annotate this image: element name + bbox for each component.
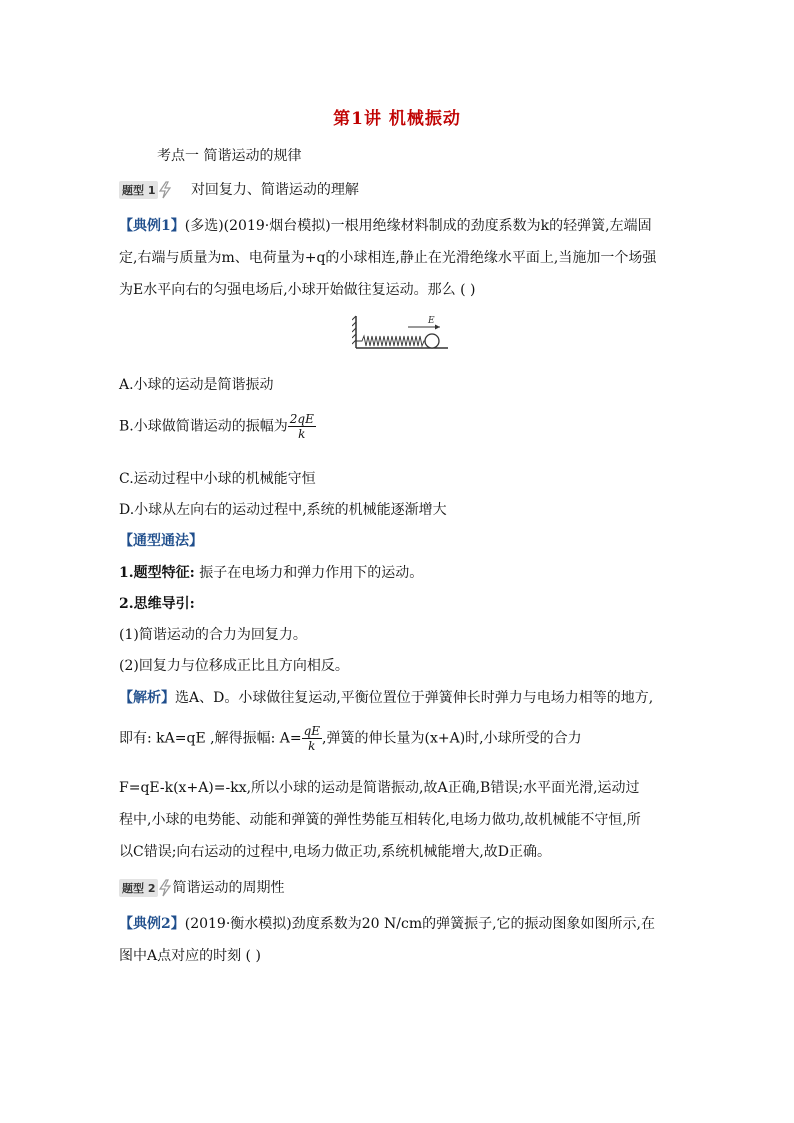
example1-line1: 【典例1】(多选)(2019·烟台模拟)一根用绝缘材料制成的劲度系数为k的轻弹簧,左端固 [119, 218, 652, 234]
option-a: A.小球的运动是简谐振动 [119, 377, 274, 393]
lightning-icon [158, 879, 172, 897]
method-guide-1: (1)简谐运动的合力为回复力。 [119, 627, 307, 643]
field-label: E [428, 316, 435, 326]
type2-badge: 题型 2 [119, 879, 158, 897]
method-guide-2: (2)回复力与位移成正比且方向相反。 [119, 658, 349, 674]
analysis-label: 【解析】 [119, 690, 175, 706]
type2-title: 简谐运动的周期性 [172, 880, 285, 896]
analysis-line4: 程中,小球的电势能、动能和弹簧的弹性势能互相转化,电场力做功,故机械能不守恒,所 [119, 812, 641, 828]
example2-text [119, 908, 679, 972]
method-heading: 【通型通法】 [119, 533, 203, 549]
example1-line3: 为E水平向右的匀强电场后,小球开始做往复运动。那么 ( ) [119, 282, 476, 298]
type2-heading [119, 877, 284, 897]
example1-line2: 定,右端与质量为m、电荷量为+q的小球相连,静止在光滑绝缘水平面上,当施加一个场强 [119, 250, 657, 266]
method-guide-heading: 2.思维导引: [119, 596, 195, 612]
type1-badge: 题型 1 [119, 181, 158, 199]
method-feature: 1.题型特征: 振子在电场力和弹力作用下的运动。 [119, 565, 424, 581]
option-c: C.运动过程中小球的机械能守恒 [119, 471, 316, 487]
example2-line1: 【典例2】(2019·衡水模拟)劲度系数为20 N/cm的弹簧振子,它的振动图象如图所示,在 [119, 916, 655, 932]
example2-line2: 图中A点对应的时刻 ( ) [119, 948, 261, 964]
section-heading: 考点一 简谐运动的规律 [157, 148, 302, 164]
page-title: 第1讲 机械振动 [333, 109, 461, 129]
amplitude-fraction: $\frac{qE}{k}$ [303, 724, 321, 753]
analysis-line5: 以C错误;向右运动的过程中,电场力做正功,系统机械能增大,故D正确。 [119, 844, 552, 860]
option-d: D.小球从左向右的运动过程中,系统的机械能逐渐增大 [119, 502, 447, 518]
option-b-fraction: $\frac{2qE}{k}$ [289, 412, 314, 441]
analysis-line2: 即有: kA=qE ,解得振幅: A= $\frac{qE}{k}$ ,弹簧的伸长量为(x+A)时,小球所受的合力 [119, 724, 582, 753]
example2-label: 【典例2】 [119, 916, 185, 932]
analysis-line1: 【解析】选A、D。小球做往复运动,平衡位置位于弹簧伸长时弹力与电场力相等的地方, [119, 690, 654, 706]
type1-title: 对回复力、简谐运动的理解 [190, 182, 359, 198]
example1-text [119, 210, 679, 306]
analysis-line3: F=qE-k(x+A)=-kx,所以小球的运动是简谐振动,故A正确,B错误;水平面光滑,运动过 [119, 780, 640, 796]
lightning-icon [158, 181, 172, 199]
option-b: B.小球做简谐运动的振幅为 $\frac{2qE}{k}$ [119, 412, 314, 441]
type1-heading [119, 179, 359, 199]
analysis-rest [119, 772, 679, 868]
example1-label: 【典例1】 [119, 218, 185, 234]
spring-ball-figure [352, 310, 452, 358]
